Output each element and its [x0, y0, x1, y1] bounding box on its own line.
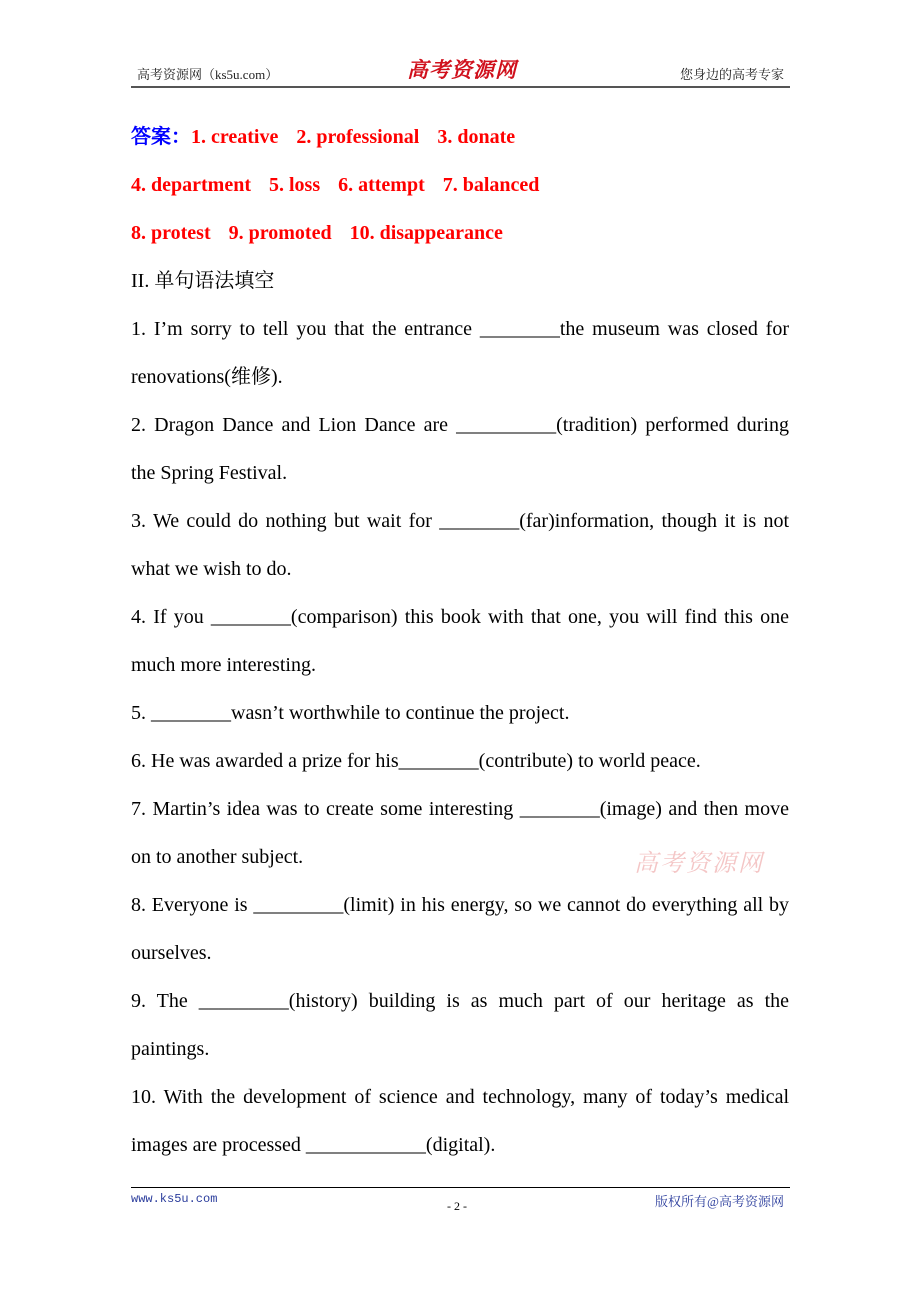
header-site-name: 高考资源网（ks5u.com）	[137, 67, 279, 82]
question-9: 9. The _________(history) building is as much part of our heritage as the paintings.	[131, 990, 789, 1060]
answer-item: 6. attempt	[338, 174, 425, 196]
answer-item: 2. professional	[296, 126, 420, 148]
page-number: - 2 -	[447, 1199, 467, 1213]
question-3: 3. We could do nothing but wait for ________(far)information, though it is not what we wish to do.	[131, 510, 789, 580]
answer-item: 1. creative	[191, 126, 279, 148]
question-8: 8. Everyone is _________(limit) in his energy, so we cannot do everything all by ourselves.	[131, 894, 789, 964]
answer-line-3	[131, 209, 789, 257]
question-5: 5. ________wasn’t worthwhile to continue the project.	[131, 702, 570, 724]
page-footer	[131, 1187, 790, 1213]
question-1: 1. I’m sorry to tell you that the entrance ________the museum was closed for renovations(维修).	[131, 318, 789, 388]
header-logo: 高考资源网	[407, 58, 517, 82]
question-4: 4. If you ________(comparison) this book with that one, you will find this one much more interesting.	[131, 606, 789, 676]
question-10: 10. With the development of science and technology, many of today’s medical images are processed ____________(digital).	[131, 1086, 789, 1156]
header-slogan: 您身边的高考专家	[679, 67, 784, 82]
page-header	[131, 58, 790, 88]
question-6: 6. He was awarded a prize for his________(contribute) to world peace.	[131, 750, 701, 772]
answer-line-2	[131, 161, 789, 209]
footer-copyright: 版权所有@高考资源网	[655, 1194, 784, 1209]
answer-item: 8. protest	[131, 222, 211, 244]
footer-url: www.ks5u.com	[131, 1192, 218, 1206]
section-title: II. 单句语法填空	[131, 270, 275, 292]
question-2: 2. Dragon Dance and Lion Dance are __________(tradition) performed during the Spring Festival.	[131, 414, 789, 484]
answer-item: 4. department	[131, 174, 251, 196]
watermark: 高考资源网	[634, 851, 764, 877]
answer-item: 9. promoted	[228, 222, 332, 244]
answer-label: 答案：	[131, 126, 191, 148]
answer-item: 10. disappearance	[349, 222, 503, 244]
question-7: 7. Martin’s idea was to create some interesting ________(image) and then move on to another subject.	[131, 798, 789, 868]
answer-line-1	[131, 113, 789, 161]
answer-item: 5. loss	[268, 174, 321, 196]
answer-item: 7. balanced	[442, 174, 540, 196]
answer-item: 3. donate	[437, 126, 516, 148]
document-body	[131, 113, 789, 1169]
